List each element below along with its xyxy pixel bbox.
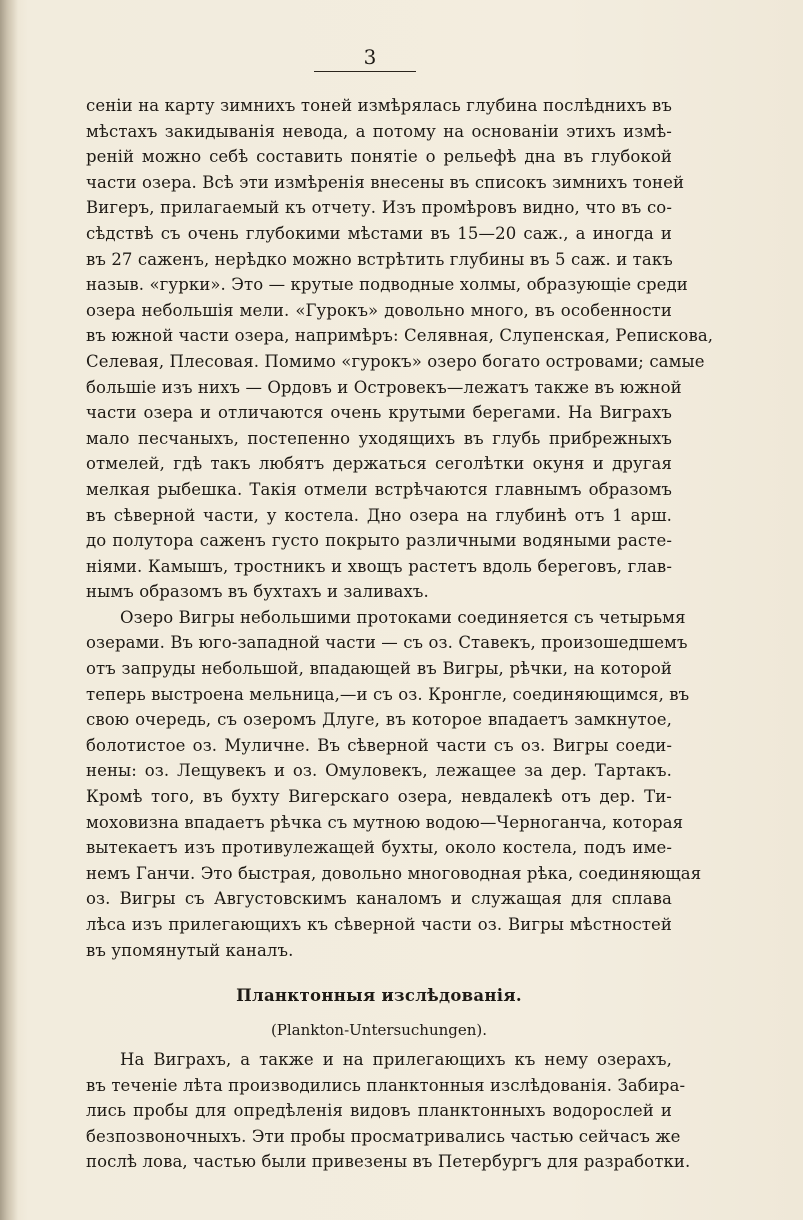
text-line: мелкая рыбешка. Такія отмели встрѣчаются главнымъ образомъ xyxy=(86,479,672,499)
text-line: въ теченіе лѣта производились планктонныя изслѣдованія. Забира- xyxy=(86,1075,686,1095)
text-line: нены: оз. Лещувекъ и оз. Омуловекъ, лежащее за дер. Тартакъ. xyxy=(86,761,672,781)
text-line: отмелей, гдѣ такъ любятъ держаться сеголѣтки окуня и другая xyxy=(86,454,672,474)
text-line: озера небольшія мели. «Гурокъ» довольно много, въ особенности xyxy=(86,300,672,320)
text-line: свою очередь, съ озеромъ Длуге, въ которое впадаетъ замкнутое, xyxy=(86,710,672,730)
text-line: части озера. Всѣ эти измѣренія внесены въ списокъ зимнихъ тоней xyxy=(86,172,685,192)
text-line: вытекаетъ изъ противулежащей бухты, около костела, подъ име- xyxy=(86,838,672,858)
text-line: въ 27 саженъ, нерѣдко можно встрѣтить глубины въ 5 саж. и такъ xyxy=(86,249,673,269)
text-line: сеніи на карту зимнихъ тоней измѣрялась глубина послѣднихъ въ xyxy=(86,96,672,115)
text-line: нымъ образомъ въ бухтахъ и заливахъ. xyxy=(86,582,429,602)
text-line: въ южной части озера, напримѣръ: Селявная, Слупенская, Репискова, xyxy=(86,326,714,346)
text-line: назыв. «гурки». Это — крутые подводные холмы, образующіе среди xyxy=(86,275,688,295)
section-subtitle: (Plankton-Untersuchungen). xyxy=(270,1021,488,1039)
header-rule xyxy=(314,71,416,72)
text-line: въ упомянутый каналъ. xyxy=(86,940,294,960)
text-line: оз. Вигры съ Августовскимъ каналомъ и служащая для сплава xyxy=(86,889,672,909)
text-line: теперь выстроена мельница,—и съ оз. Кронгле, соединяющимся, въ xyxy=(86,684,690,704)
text-line: немъ Ганчи. Это быстрая, довольно многоводная рѣка, соединяющая xyxy=(86,863,702,883)
text-line: до полутора саженъ густо покрыто различными водяными расте- xyxy=(86,531,672,551)
page-number: 3 xyxy=(363,45,377,69)
text-line: мѣстахъ закидыванія невода, а потому на основаніи этихъ измѣ- xyxy=(86,121,672,141)
text-line: Вигеръ, прилагаемый къ отчету. Изъ промѣровъ видно, что въ со- xyxy=(86,198,672,218)
paragraph-1 xyxy=(86,93,714,605)
text-line: моховизна впадаетъ рѣчка съ мутною водою—Черноганча, которая xyxy=(86,812,684,832)
text-line: отъ запруды небольшой, впадающей въ Вигры, рѣчки, на которой xyxy=(86,659,672,679)
text-line: послѣ лова, частью были привезены въ Петербургъ для разработки. xyxy=(86,1152,691,1172)
paragraph-2 xyxy=(86,605,702,963)
text-line: сѣдствѣ съ очень глубокими мѣстами въ 15—20 саж., а иногда и xyxy=(86,223,672,243)
text-line: въ сѣверной части, у костела. Дно озера на глубинѣ отъ 1 арш. xyxy=(86,505,672,525)
text-line: большіе изъ нихъ — Ордовъ и Островекъ—лежатъ также въ южной xyxy=(86,377,682,397)
section-title: Планктонныя изслѣдованія. xyxy=(236,986,522,1005)
text-line: мало песчаныхъ, постепенно уходящихъ въ глубь прибрежныхъ xyxy=(86,428,672,448)
paragraph-3 xyxy=(86,1047,691,1175)
text-line: Озеро Вигры небольшими протоками соединяется съ четырьмя xyxy=(120,607,686,627)
text-line: На Виграхъ, а также и на прилегающихъ къ нему озерахъ, xyxy=(120,1050,672,1069)
body-text xyxy=(86,93,714,963)
text-line: Кромѣ того, въ бухту Вигерскаго озера, невдалекѣ отъ дер. Ти- xyxy=(86,787,672,807)
text-line: болотистое оз. Муличне. Въ сѣверной части съ оз. Вигры соеди- xyxy=(86,735,672,755)
text-line: безпозвоночныхъ. Эти пробы просматривались частью сейчасъ же xyxy=(86,1126,681,1146)
text-line: лись пробы для опредѣленія видовъ планктонныхъ водорослей и xyxy=(86,1101,672,1121)
text-line: Селевая, Плесовая. Помимо «гурокъ» озеро богато островами; самые xyxy=(86,351,705,371)
text-line: лѣса изъ прилегающихъ къ сѣверной части оз. Вигры мѣстностей xyxy=(86,915,672,934)
text-line: реній можно себѣ составить понятіе о рельефѣ дна въ глубокой xyxy=(86,147,672,167)
text-line: озерами. Въ юго-западной части — съ оз. Ставекъ, произошедшемъ xyxy=(86,633,688,653)
text-line: части озера и отличаются очень крутыми берегами. На Виграхъ xyxy=(86,403,672,423)
page-spine-shadow xyxy=(0,0,18,1220)
text-line: ніями. Камышъ, тростникъ и хвощъ растетъ вдоль береговъ, глав- xyxy=(86,556,672,576)
